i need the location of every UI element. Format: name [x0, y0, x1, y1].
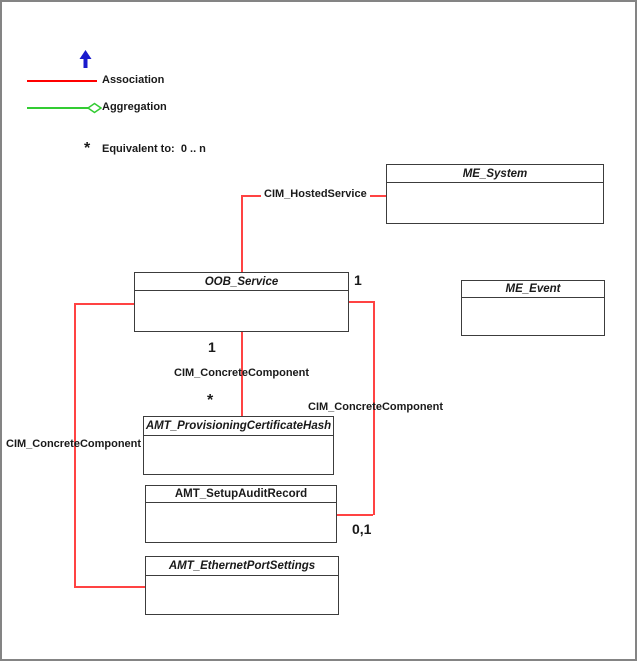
multiplicity-one-upper: 1 — [354, 272, 362, 288]
association-label: Association — [102, 74, 165, 86]
class-box-AMT_SetupAuditRecord — [145, 485, 337, 543]
multiplicity-one-lower: 1 — [208, 339, 216, 355]
aggregation-line-sample — [27, 107, 91, 109]
class-title-ME_Event: ME_Event — [462, 281, 604, 298]
association-line-sample — [27, 80, 97, 82]
connector-cim-hostedservice — [241, 195, 243, 273]
class-box-ME_Event — [461, 280, 605, 336]
class-box-OOB_Service — [134, 272, 349, 332]
connector-cim-concretecomponent-left — [74, 586, 145, 588]
aggregation-diamond-icon — [87, 102, 102, 114]
aggregation-label: Aggregation — [102, 101, 167, 113]
label-cim-concretecomponent-left: CIM_ConcreteComponent — [6, 438, 142, 450]
connector-cim-concretecomponent-right — [349, 301, 373, 303]
label-cim-concretecomponent-right: CIM_ConcreteComponent — [308, 401, 444, 413]
equivalence-label: Equivalent to: 0 .. n — [102, 143, 206, 155]
class-box-AMT_EthernetPortSettings — [145, 556, 339, 615]
up-arrow-icon — [79, 50, 92, 70]
class-title-AMT_ProvisioningCertificateHash: AMT_ProvisioningCertificateHash — [144, 417, 333, 436]
class-box-AMT_ProvisioningCertificateHash — [143, 416, 334, 475]
multiplicity-zero-one: 0,1 — [352, 521, 372, 537]
label-cim-concretecomponent-middle: CIM_ConcreteComponent — [174, 367, 310, 379]
class-title-AMT_EthernetPortSettings: AMT_EthernetPortSettings — [146, 557, 338, 576]
connector-cim-concretecomponent-left — [74, 303, 134, 305]
class-title-AMT_SetupAuditRecord: AMT_SetupAuditRecord — [146, 486, 336, 503]
asterisk-multiplicity: * — [207, 392, 214, 409]
equivalence-asterisk: * — [84, 140, 91, 157]
class-title-OOB_Service: OOB_Service — [135, 273, 348, 291]
class-box-ME_System — [386, 164, 604, 224]
label-cim-hostedservice: CIM_HostedService — [261, 188, 370, 200]
class-title-ME_System: ME_System — [387, 165, 603, 183]
connector-cim-concretecomponent-right — [337, 514, 373, 516]
